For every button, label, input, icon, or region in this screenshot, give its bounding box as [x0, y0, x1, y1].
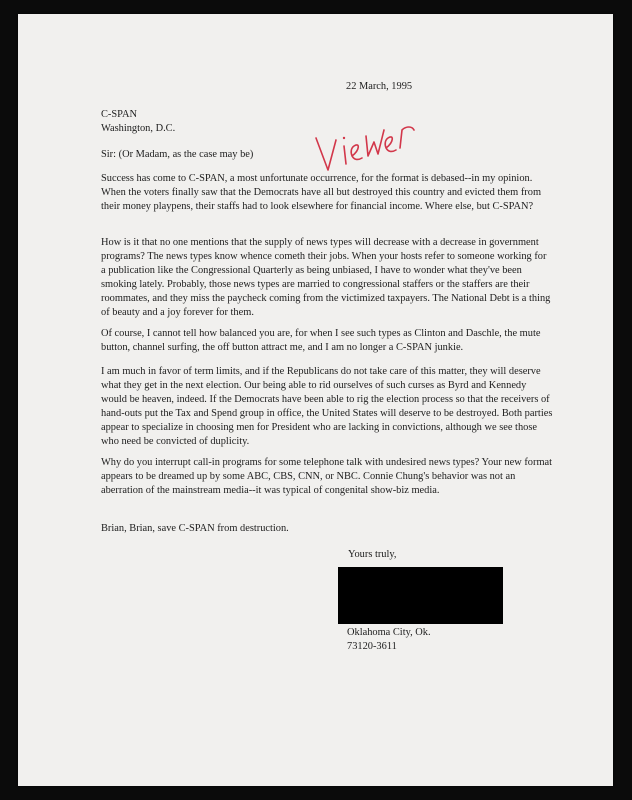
redacted-signature-block	[338, 567, 503, 624]
salutation: Sir: (Or Madam, as the case may be)	[101, 149, 254, 160]
closing: Yours truly,	[348, 549, 397, 560]
recipient-address: Washington, D.C.	[101, 123, 176, 134]
paragraph-3: Of course, I cannot tell how balanced you are, for when I see such types as Clinton and Daschle, the mute button, channel surfing, the off button attract me, and I am no longer a C-SPAN junkie.	[101, 328, 541, 353]
letter-date: 22 March, 1995	[346, 81, 413, 92]
paragraph-1: Success has come to C-SPAN, a most unfortunate occurrence, for the format is debased--in my opinion. When the voters finally saw that the Democrats have all but destroyed this country and evicted them from their money playpens, their staffs had to look elsewhere for financial income. Where else, but C-SPAN?	[101, 173, 542, 212]
paragraph-2: How is it that no one mentions that the supply of news types will decrease with a decrease in government programs? The news types know whence cometh their jobs. When your hosts refer to someone working for a publication like the Congressional Quarterly as being unbiased, I have to wonder what they've been smoking lately. Probably, those news types are married to congressional staffers or the staffers are their roommates, and they miss the paycheck coming from the victimized taxpayers. The National Debt is a thing of beauty and a joy forever for them.	[101, 237, 551, 318]
letter-page	[18, 14, 613, 786]
paragraph-5: Why do you interrupt call-in programs for some telephone talk with undesired news types? Your new format appears to be dreamed up by some ABC, CBS, CNN, or NBC. Connie Chung's behavior was not an aberration of the mainstream media--it was typical of congenital show-biz media.	[101, 457, 553, 496]
paragraph-6: Brian, Brian, save C-SPAN from destruction.	[101, 523, 289, 534]
paragraph-4: I am much in favor of term limits, and if the Republicans do not take care of this matter, they will deserve what they get in the next election. Our being able to rid ourselves of such curses as Byrd and Kennedy would be heaven, indeed. If the Democrats have been able to rig the election process so that the receivers of hand-outs put the Tax and Spend group in office, the United States will deserve to be destroyed. Both parties appear to specialize in choosing men for President who are lacking in convictions, although we see those who need be convicted of duplicity.	[101, 366, 553, 447]
sender-zip: 73120-3611	[347, 641, 397, 652]
recipient-name: C-SPAN	[101, 109, 138, 120]
sender-city: Oklahoma City, Ok.	[347, 627, 431, 638]
